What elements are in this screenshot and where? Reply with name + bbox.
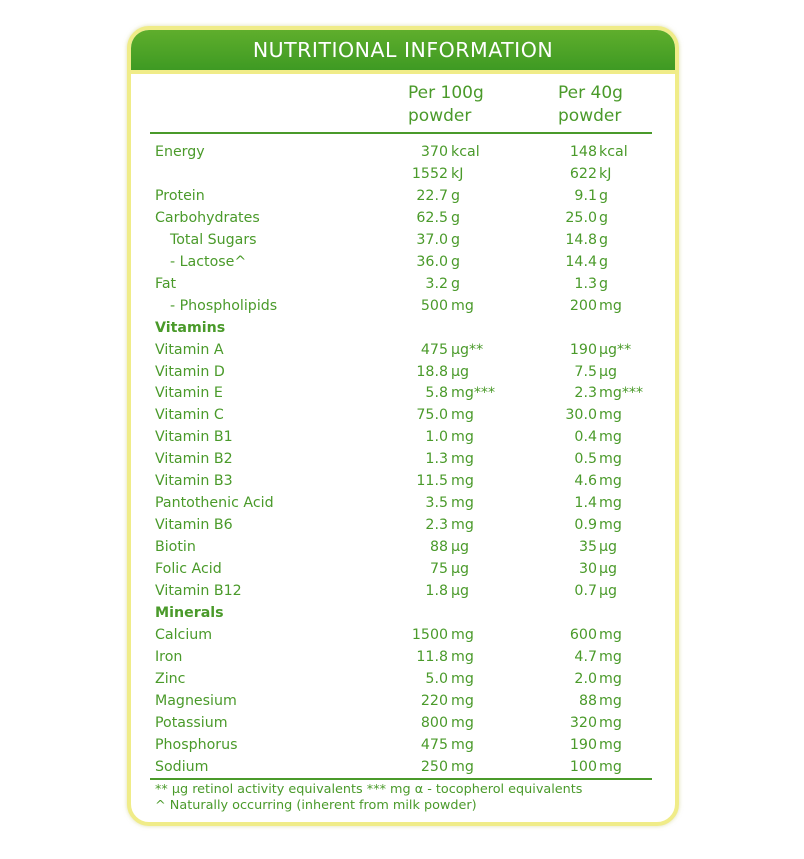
unit-per40: mg	[599, 495, 622, 512]
value-per40: 190	[569, 341, 597, 358]
unit-per40: kJ	[599, 165, 612, 182]
unit-per100: µg	[451, 583, 470, 599]
nutrient-name: Protein	[155, 187, 205, 204]
table-row	[131, 185, 675, 207]
column-header-per100	[408, 82, 484, 128]
unit-per40: g	[599, 187, 609, 204]
value-per100: 475	[420, 341, 448, 358]
nutrient-name: Vitamin A	[155, 341, 224, 358]
nutrition-panel	[127, 26, 679, 826]
nutrient-name: - Phospholipids	[170, 297, 278, 314]
unit-per100: g	[451, 231, 461, 248]
value-per100: 3.5	[425, 495, 448, 512]
table-row	[131, 141, 675, 163]
unit-per40: µg**	[599, 341, 632, 358]
unit-per40: mg	[599, 714, 622, 731]
nutrient-name: Magnesium	[155, 692, 237, 709]
unit-per100: g	[451, 253, 461, 270]
value-per100: 75	[429, 561, 448, 578]
value-per40: 0.9	[574, 517, 597, 534]
value-per100: 5.8	[425, 385, 448, 402]
value-per40: 148	[569, 144, 597, 160]
nutrient-name: Zinc	[155, 670, 186, 687]
column-header-per100-line2: powder	[408, 106, 472, 126]
unit-per100: mg	[451, 736, 474, 753]
nutrient-name: Phosphorus	[155, 736, 238, 753]
value-per100: 11.5	[416, 473, 448, 490]
unit-per40: mg	[599, 407, 622, 424]
unit-per40: µg	[599, 363, 618, 380]
nutrient-name: Vitamin B3	[155, 473, 233, 490]
value-per100: 5.0	[425, 670, 448, 687]
column-header-per100-line1: Per 100g	[408, 83, 484, 103]
unit-per40: µg	[599, 583, 618, 599]
value-per40: 30.0	[565, 407, 597, 424]
table-row	[131, 163, 675, 185]
nutrient-name: Carbohydrates	[155, 209, 260, 226]
nutrient-name: Vitamin B12	[155, 583, 242, 599]
value-per40: 320	[569, 714, 597, 731]
panel-title: NUTRITIONAL INFORMATION	[131, 30, 675, 74]
nutrient-name: Pantothenic Acid	[155, 495, 274, 512]
value-per100: 475	[420, 736, 448, 753]
unit-per40: g	[599, 209, 609, 226]
table-row	[131, 514, 675, 536]
value-per100: 220	[420, 692, 448, 709]
value-per100: 1.8	[425, 583, 448, 599]
unit-per100: µg	[451, 539, 470, 556]
table-row	[131, 558, 675, 580]
value-per40: 600	[569, 626, 597, 643]
value-per40: 190	[569, 736, 597, 753]
unit-per100: mg	[451, 407, 474, 424]
unit-per100: g	[451, 187, 461, 204]
unit-per100: mg	[451, 517, 474, 534]
unit-per40: mg	[599, 648, 622, 665]
nutrient-name: Vitamin B6	[155, 517, 233, 534]
value-per40: 35	[578, 539, 597, 556]
table-row	[131, 251, 675, 273]
unit-per40: mg	[599, 670, 622, 687]
unit-per100: mg	[451, 692, 474, 709]
table-row	[131, 207, 675, 229]
nutrient-name: Energy	[155, 144, 205, 160]
footnote-line1: ** µg retinol activity equivalents *** mg α - tocopherol equivalents	[155, 782, 583, 797]
nutrient-name: Biotin	[155, 539, 196, 556]
table-row	[131, 536, 675, 558]
table-row	[131, 580, 675, 602]
value-per40: 4.6	[574, 473, 597, 490]
value-per100: 36.0	[416, 253, 448, 270]
unit-per100: mg	[451, 670, 474, 687]
nutrient-name: Iron	[155, 648, 183, 665]
unit-per100: mg	[451, 297, 474, 314]
value-per40: 622	[569, 165, 597, 182]
value-per40: 4.7	[574, 648, 597, 665]
nutrient-name: Calcium	[155, 626, 213, 643]
value-per100: 800	[420, 714, 448, 731]
table-row	[131, 229, 675, 251]
table-row	[131, 448, 675, 470]
value-per100: 88	[429, 539, 448, 556]
nutrient-name: Total Sugars	[170, 231, 257, 248]
table-row	[131, 361, 675, 383]
table-row	[131, 690, 675, 712]
value-per40: 0.5	[574, 451, 597, 468]
unit-per40: g	[599, 253, 609, 270]
value-per40: 1.3	[574, 275, 597, 292]
value-per40: 14.8	[565, 231, 597, 248]
column-header-per40-line2: powder	[558, 106, 622, 126]
value-per100: 22.7	[416, 187, 448, 204]
table-row	[131, 668, 675, 690]
value-per100: 18.8	[416, 363, 448, 380]
table-row	[131, 273, 675, 295]
unit-per100: mg	[451, 429, 474, 446]
nutrient-name: Vitamin C	[155, 407, 224, 424]
unit-per100: mg	[451, 495, 474, 512]
unit-per100: kcal	[451, 144, 480, 160]
value-per100: 1.0	[425, 429, 448, 446]
value-per100: 37.0	[416, 231, 448, 248]
unit-per100: g	[451, 275, 461, 292]
table-row	[131, 646, 675, 668]
unit-per40: mg	[599, 692, 622, 709]
unit-per100: µg**	[451, 341, 484, 358]
value-per40: 88	[578, 692, 597, 709]
unit-per40: kcal	[599, 144, 628, 160]
unit-per40: mg	[599, 473, 622, 490]
value-per100: 11.8	[416, 648, 448, 665]
nutrient-name: Potassium	[155, 714, 228, 731]
unit-per40: mg	[599, 429, 622, 446]
value-per40: 100	[569, 758, 597, 775]
nutrient-name: Fat	[155, 275, 177, 292]
unit-per40: µg	[599, 539, 618, 556]
table-row	[131, 317, 675, 339]
unit-per100: mg	[451, 626, 474, 643]
value-per40: 7.5	[574, 363, 597, 380]
value-per100: 1.3	[425, 451, 448, 468]
unit-per40: mg	[599, 297, 622, 314]
value-per40: 0.4	[574, 429, 597, 446]
nutrient-name: Vitamin B1	[155, 429, 233, 446]
unit-per100: mg	[451, 758, 474, 775]
value-per100: 3.2	[425, 275, 448, 292]
table-row	[131, 624, 675, 646]
column-header-per40	[558, 82, 623, 128]
value-per100: 75.0	[416, 407, 448, 424]
table-row	[131, 470, 675, 492]
table-row	[131, 339, 675, 361]
unit-per40: g	[599, 231, 609, 248]
value-per40: 9.1	[574, 187, 597, 204]
footnote-line2: ^ Naturally occurring (inherent from milk powder)	[155, 798, 477, 813]
table-row	[131, 295, 675, 317]
value-per100: 500	[420, 297, 448, 314]
table-row	[131, 756, 675, 778]
column-header-per40-line1: Per 40g	[558, 83, 623, 103]
value-per40: 1.4	[574, 495, 597, 512]
unit-per40: mg	[599, 758, 622, 775]
table-row	[131, 602, 675, 624]
unit-per100: kJ	[451, 165, 464, 182]
header-rule	[150, 132, 652, 134]
unit-per40: µg	[599, 561, 618, 578]
value-per40: 2.3	[574, 385, 597, 402]
unit-per100: mg	[451, 714, 474, 731]
nutrient-name: Sodium	[155, 758, 209, 775]
unit-per100: mg	[451, 648, 474, 665]
unit-per100: mg	[451, 473, 474, 490]
unit-per40: mg	[599, 626, 622, 643]
unit-per100: µg	[451, 363, 470, 380]
nutrient-name: Minerals	[155, 604, 224, 621]
unit-per40: mg	[599, 517, 622, 534]
value-per40: 2.0	[574, 670, 597, 687]
nutrient-name: Vitamin E	[155, 385, 223, 402]
value-per100: 2.3	[425, 517, 448, 534]
nutrient-name: - Lactose^	[170, 253, 247, 270]
unit-per40: mg***	[599, 385, 644, 402]
unit-per100: µg	[451, 561, 470, 578]
unit-per100: mg***	[451, 385, 496, 402]
table-row	[131, 426, 675, 448]
value-per100: 370	[420, 144, 448, 160]
unit-per40: g	[599, 275, 609, 292]
table-row	[131, 404, 675, 426]
value-per100: 62.5	[416, 209, 448, 226]
table-row	[131, 712, 675, 734]
value-per40: 0.7	[574, 583, 597, 599]
value-per100: 1552	[411, 165, 448, 182]
footer-rule	[150, 778, 652, 780]
unit-per40: mg	[599, 451, 622, 468]
nutrient-name: Folic Acid	[155, 561, 222, 578]
value-per40: 25.0	[565, 209, 597, 226]
nutrient-name: Vitamin D	[155, 363, 225, 380]
unit-per40: mg	[599, 736, 622, 753]
nutrient-name: Vitamins	[155, 319, 226, 336]
nutrient-name: Vitamin B2	[155, 451, 233, 468]
table-row	[131, 382, 675, 404]
value-per40: 30	[578, 561, 597, 578]
table-row	[131, 492, 675, 514]
unit-per100: mg	[451, 451, 474, 468]
unit-per100: g	[451, 209, 461, 226]
value-per100: 250	[420, 758, 448, 775]
table-row	[131, 734, 675, 756]
value-per40: 14.4	[565, 253, 597, 270]
value-per100: 1500	[411, 626, 448, 643]
value-per40: 200	[569, 297, 597, 314]
